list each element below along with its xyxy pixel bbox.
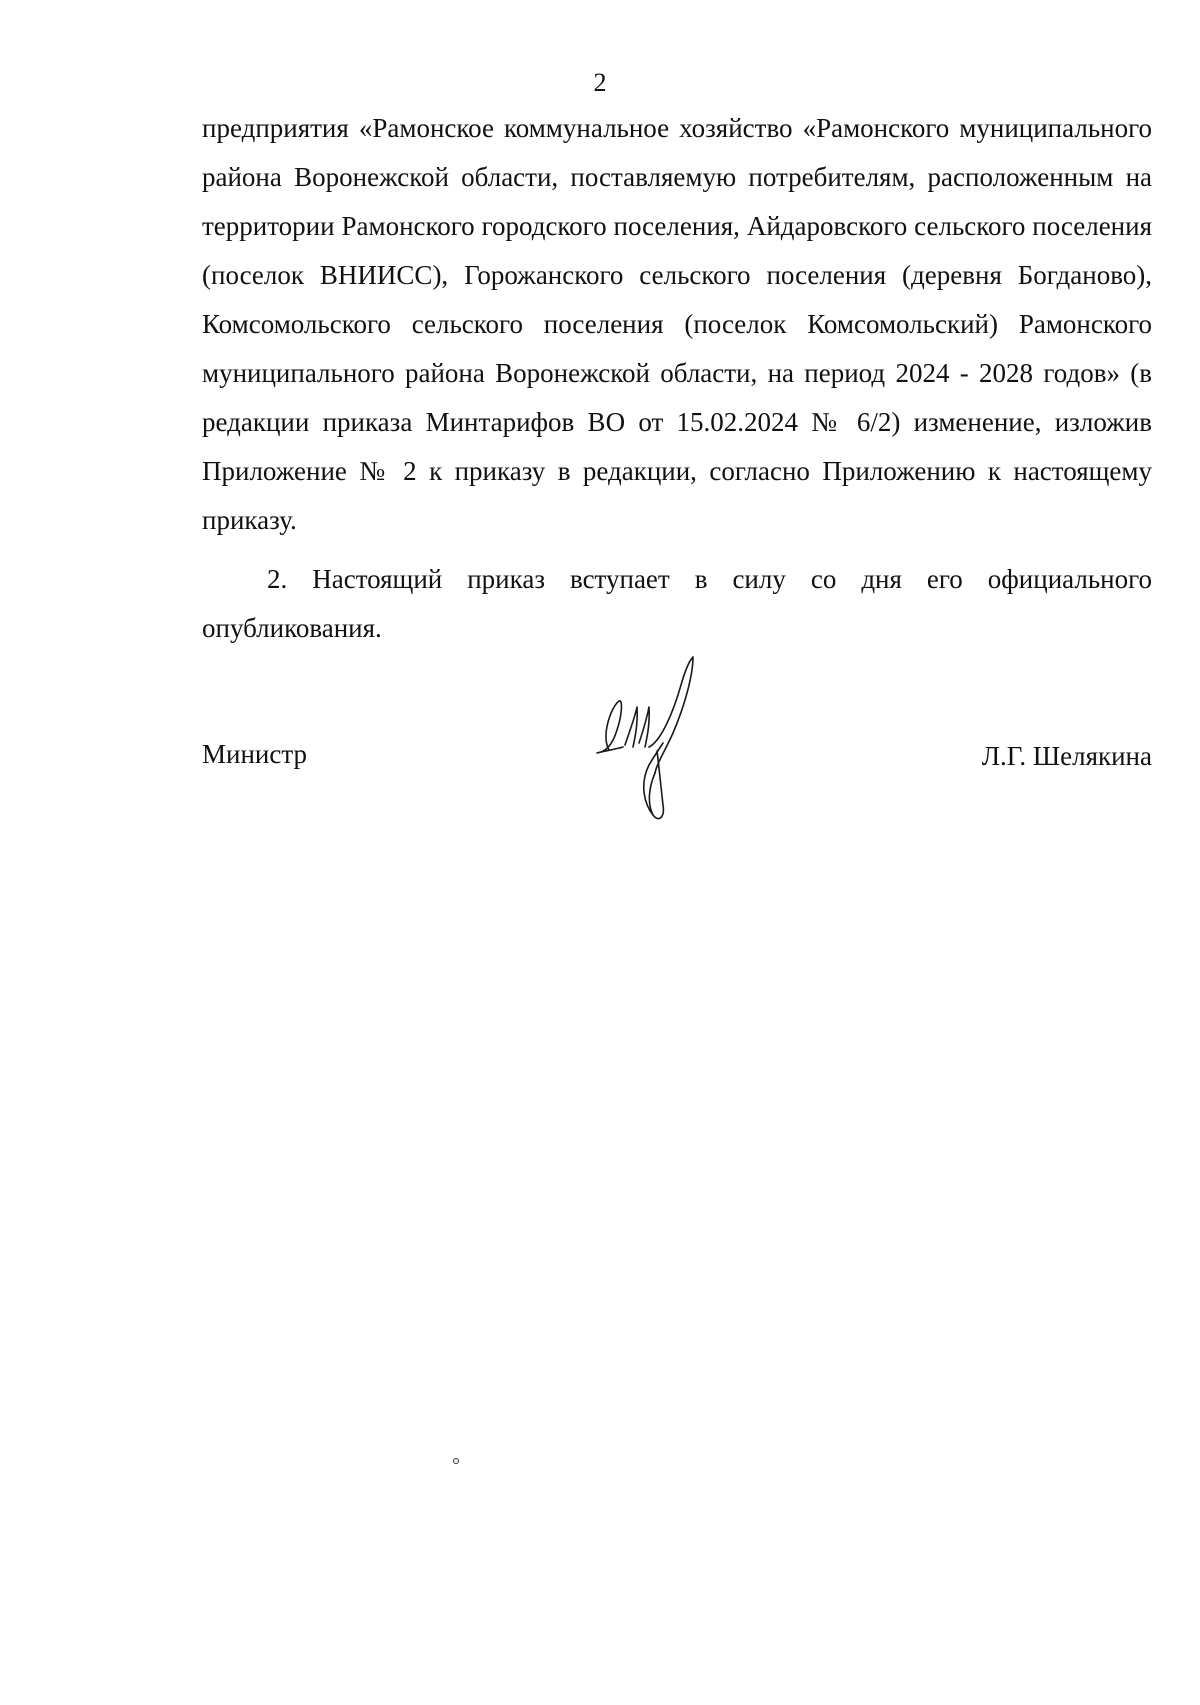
signatory-title: Министр xyxy=(202,739,307,769)
scan-artifact-mark xyxy=(453,1458,459,1464)
document-body xyxy=(202,104,1152,653)
paragraph-2: 2. Настоящий приказ вступает в силу со дня его официального опубликования. xyxy=(202,564,1152,643)
paragraph-1: предприятия «Рамонское коммунальное хозяйство «Рамонского муниципального района Воронежской области, поставляемую потребителям, расположенным на территории Рамонского городского поселения, Айдаровского сельского поселения (поселок ВНИИСС), Горожанского сельского поселения (деревня Богданово), Комсомольского сельского поселения (поселок Комсомольский) Рамонского муниципального района Воронежской области, на период 2024 - 2028 годов» (в редакции приказа Минтарифов ВО от 15.02.2024 № 6/2) изменение, изложив Приложение № 2 к приказу в редакции, согласно Приложению к настоящему приказу. xyxy=(202,113,1152,535)
handwritten-signature xyxy=(589,655,709,825)
signature-block xyxy=(202,655,1152,835)
signatory-name: Л.Г. Шелякина xyxy=(981,741,1152,771)
page-number: 2 xyxy=(593,68,607,97)
